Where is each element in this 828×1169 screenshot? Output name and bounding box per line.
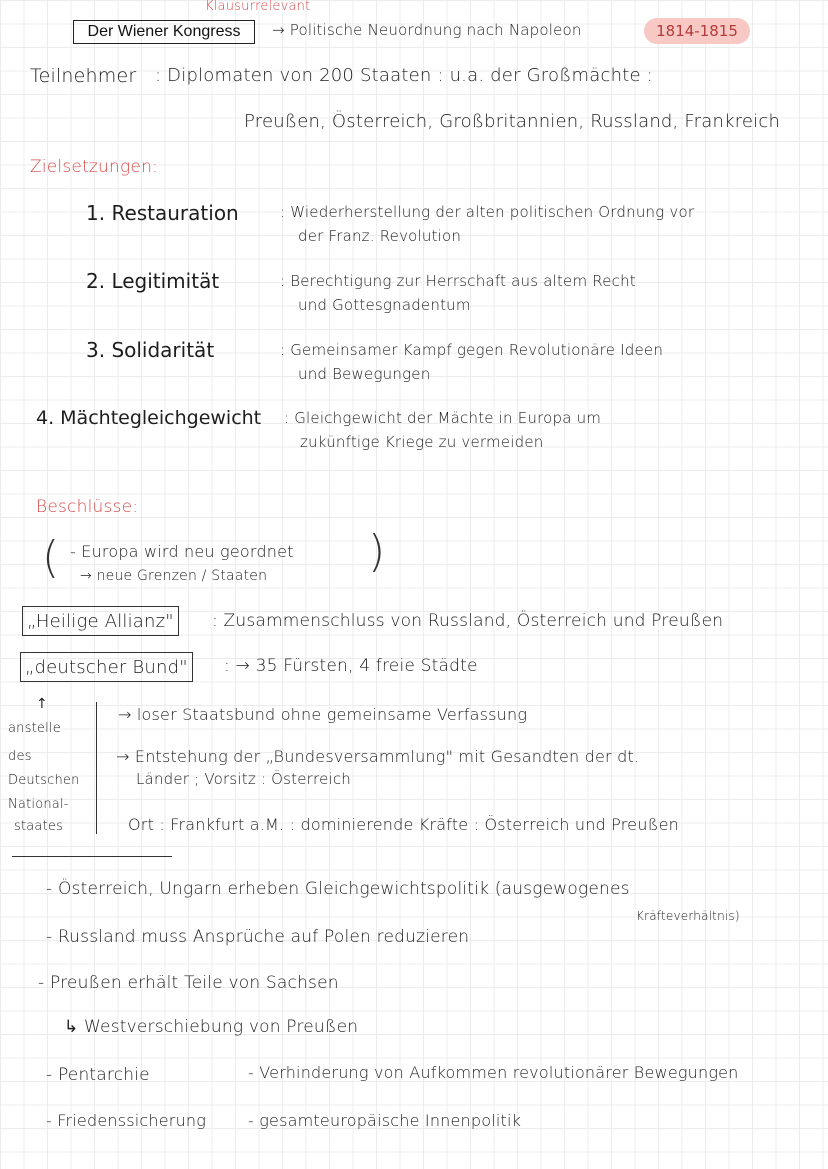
goal-name: 1. Restauration bbox=[86, 201, 239, 225]
result-item: - gesamteuropäische Innenpolitik bbox=[248, 1111, 522, 1130]
result-item-continuation: Kräfteverhältnis) bbox=[636, 909, 740, 923]
confederation-point: → Entstehung der „Bundesversammlung" mit Gesandten der dt. bbox=[116, 747, 640, 766]
decisions-bracket-line: → neue Grenzen / Staaten bbox=[80, 568, 268, 584]
confederation-point: Länder ; Vorsitz : Österreich bbox=[136, 770, 352, 788]
side-note-line: des bbox=[8, 749, 32, 764]
german-confederation-description: : → 35 Fürsten, 4 freie Städte bbox=[224, 656, 478, 676]
side-note-line: staates bbox=[14, 819, 64, 834]
confederation-point: → loser Staatsbund ohne gemeinsame Verfassung bbox=[118, 705, 528, 724]
confederation-point: Ort : Frankfurt a.M. : dominierende Kräfte : Österreich und Preußen bbox=[128, 815, 679, 834]
goal-description: und Bewegungen bbox=[298, 365, 431, 383]
page-title: Der Wiener Kongress bbox=[73, 20, 255, 44]
decisions-heading: Beschlüsse: bbox=[36, 497, 139, 517]
goal-description: zukünftige Kriege zu vermeiden bbox=[300, 433, 544, 451]
side-note-line: Deutschen bbox=[8, 773, 80, 788]
goal-name: 2. Legitimität bbox=[86, 269, 220, 293]
holy-alliance-label: „Heilige Allianz" bbox=[22, 606, 179, 636]
exam-relevant-note: Klausurrelevant bbox=[205, 0, 311, 14]
result-item: - Verhinderung von Aufkommen revolutionärer Bewegungen bbox=[248, 1063, 739, 1082]
holy-alliance-description: : Zusammenschluss von Russland, Österreich und Preußen bbox=[212, 611, 724, 631]
left-parenthesis: ( bbox=[42, 532, 60, 583]
participants-label: Teilnehmer bbox=[30, 65, 137, 87]
goals-heading: Zielsetzungen: bbox=[30, 157, 158, 177]
participants-line-1: : Diplomaten von 200 Staaten : u.a. der Großmächte : bbox=[155, 65, 653, 86]
german-confederation-label: „deutscher Bund" bbox=[20, 652, 193, 682]
result-item: - Russland muss Ansprüche auf Polen reduzieren bbox=[46, 927, 470, 947]
topic-subtitle: → Politische Neuordnung nach Napoleon bbox=[272, 21, 582, 39]
result-item: - Friedenssicherung bbox=[46, 1111, 207, 1130]
result-item: - Österreich, Ungarn erheben Gleichgewichtspolitik (ausgewogenes bbox=[46, 879, 630, 899]
goal-description: : Gleichgewicht der Mächte in Europa um bbox=[284, 409, 602, 427]
goal-name: 4. Mächtegleichgewicht bbox=[36, 407, 262, 429]
result-sub-item: ↳ Westverschiebung von Preußen bbox=[64, 1017, 359, 1037]
result-item: - Pentarchie bbox=[46, 1065, 150, 1085]
decisions-bracket-line: - Europa wird neu geordnet bbox=[70, 542, 294, 561]
right-parenthesis: ) bbox=[368, 526, 386, 577]
goal-description: : Wiederherstellung der alten politischen Ordnung vor bbox=[280, 203, 695, 221]
goal-description: : Gemeinsamer Kampf gegen Revolutionäre Ideen bbox=[280, 341, 664, 359]
side-note-line: National- bbox=[8, 797, 69, 812]
side-note-line: anstelle bbox=[8, 721, 61, 736]
goal-description: : Berechtigung zur Herrschaft aus altem Recht bbox=[280, 272, 636, 290]
up-arrow-icon: ↑ bbox=[36, 696, 48, 712]
year-badge: 1814-1815 bbox=[644, 18, 750, 44]
goal-name: 3. Solidarität bbox=[86, 338, 215, 362]
divider-line bbox=[12, 856, 172, 857]
goal-description: der Franz. Revolution bbox=[298, 227, 462, 245]
result-item: - Preußen erhält Teile von Sachsen bbox=[38, 973, 339, 993]
bracket-line bbox=[96, 702, 97, 834]
goal-description: und Gottesgnadentum bbox=[298, 296, 471, 314]
participants-line-2: Preußen, Österreich, Großbritannien, Russland, Frankreich bbox=[244, 111, 781, 132]
